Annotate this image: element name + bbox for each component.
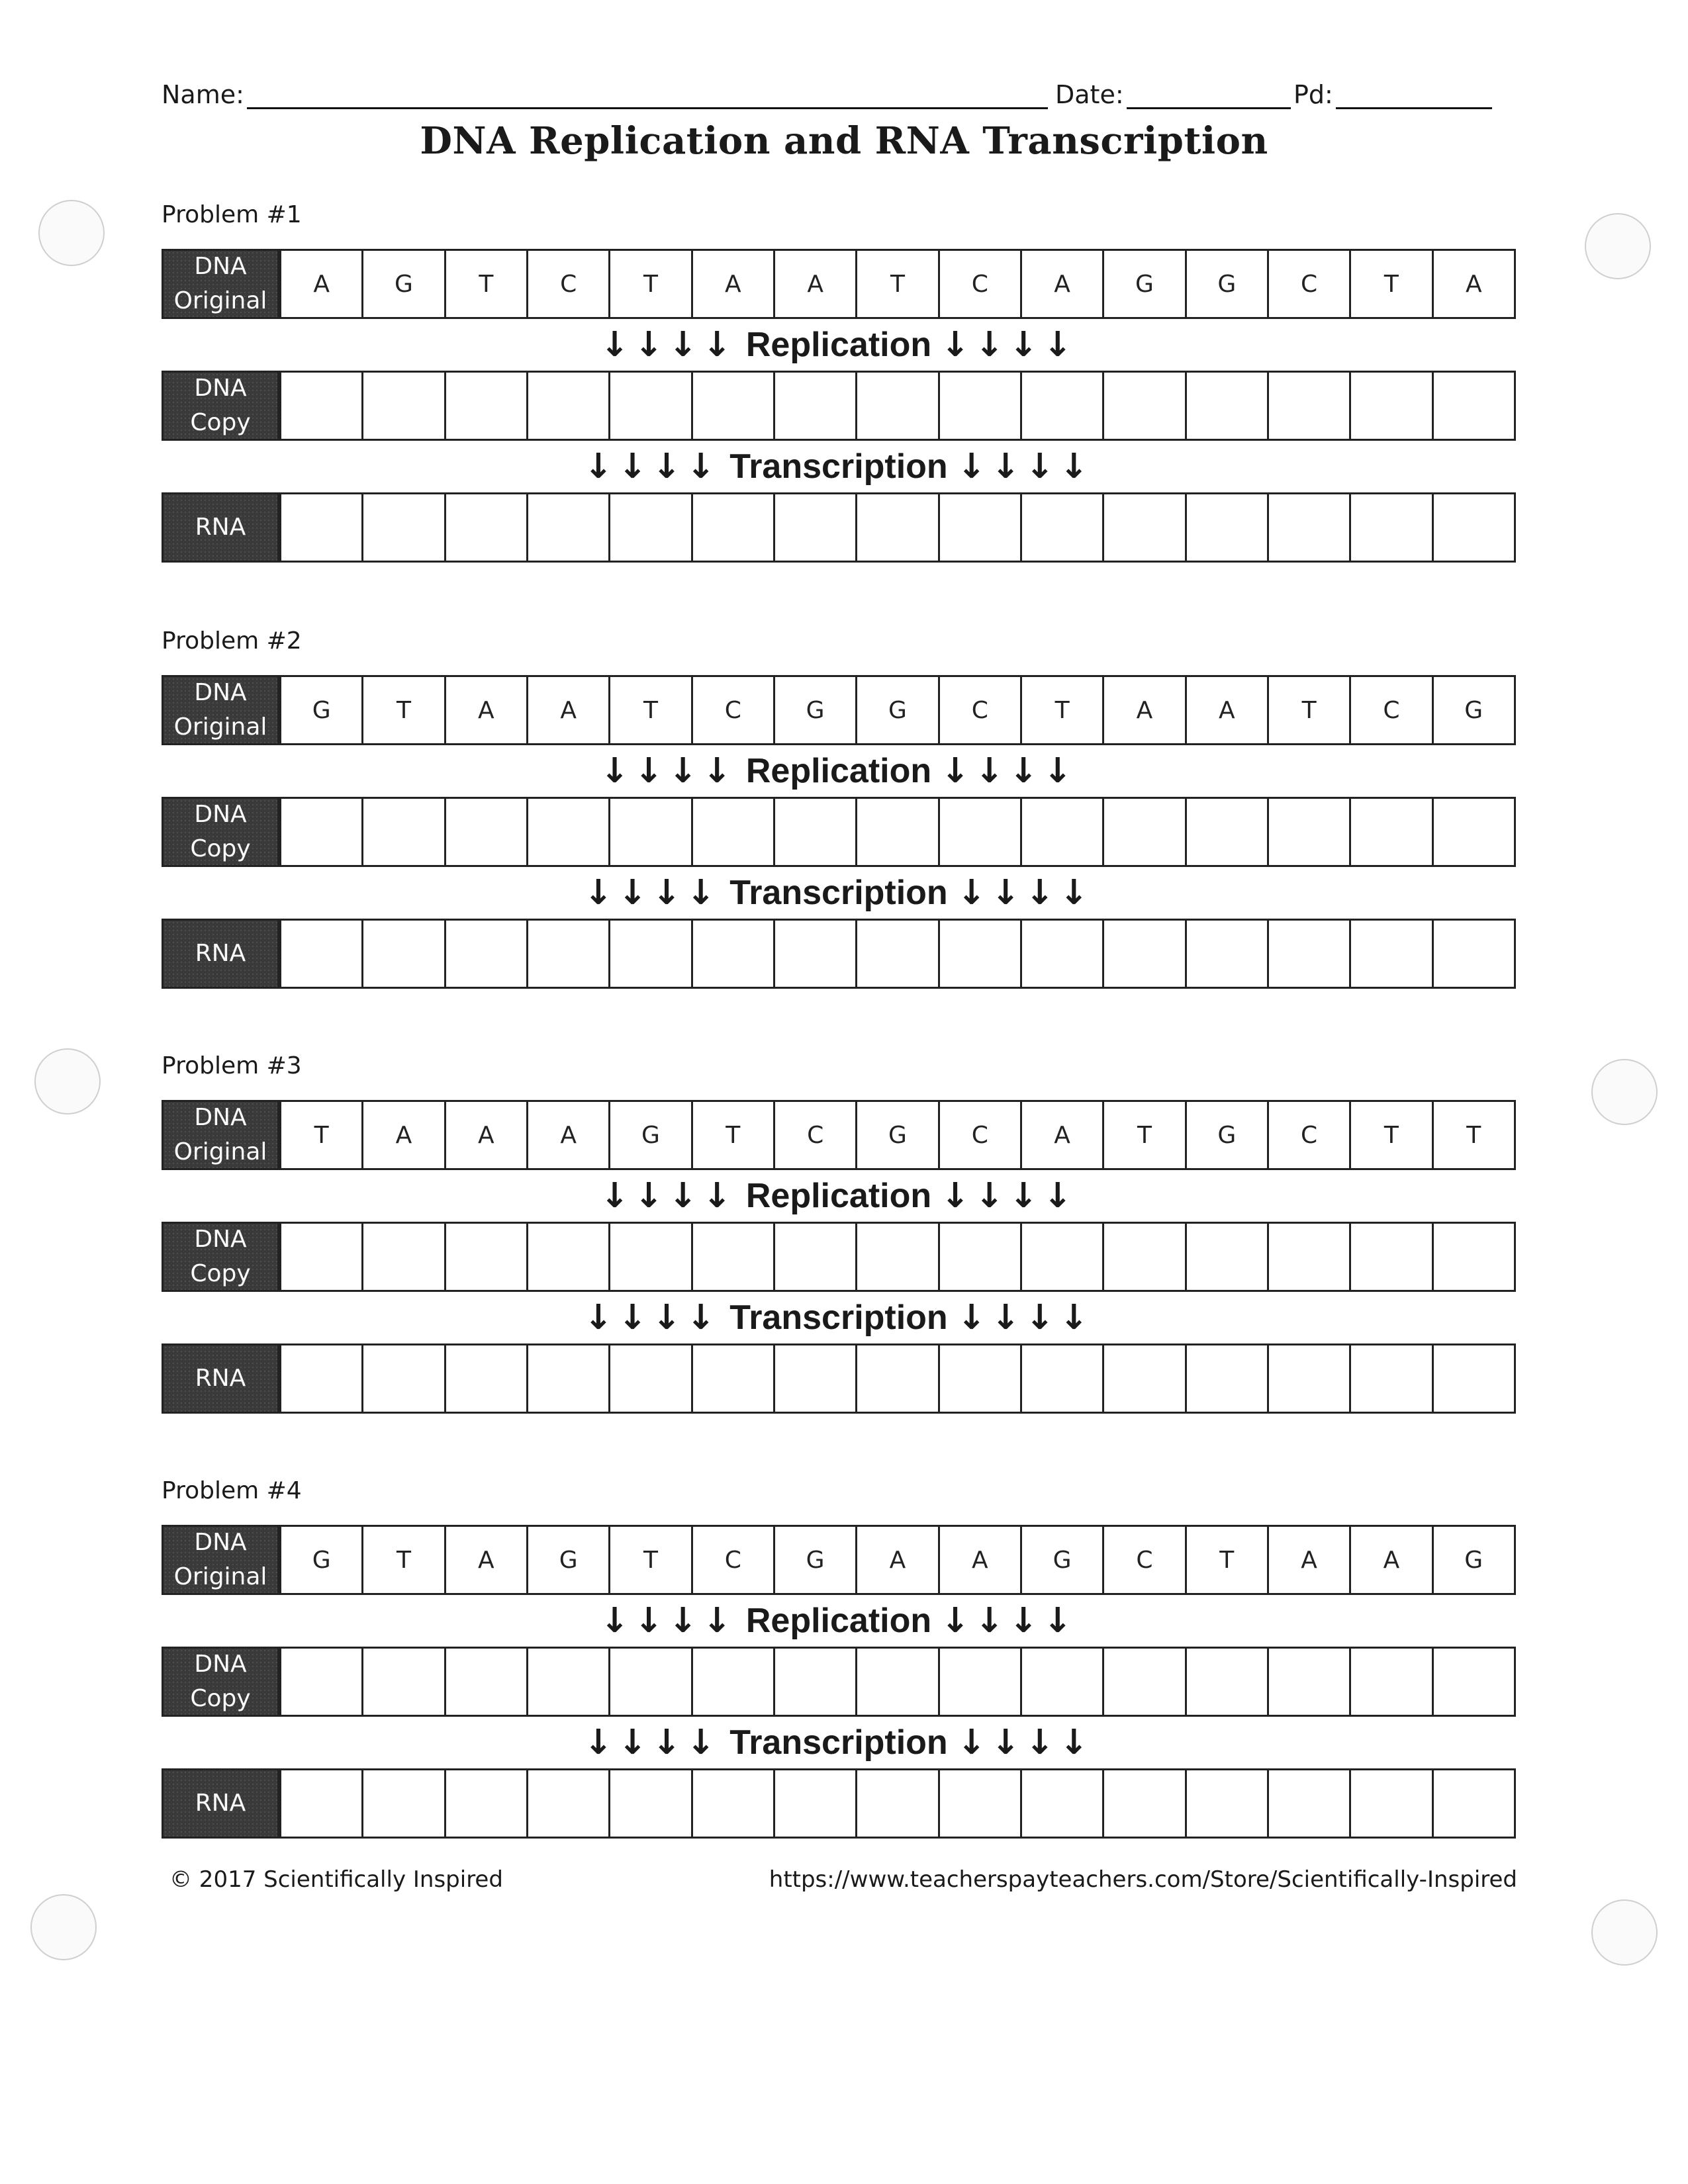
answer-cell[interactable] <box>1102 1649 1184 1715</box>
problem-label: Problem #1 <box>162 201 302 228</box>
down-arrows-icon: ↓↓↓↓ <box>600 1601 737 1641</box>
base-cell: C <box>1267 1102 1349 1168</box>
answer-cell[interactable] <box>1020 921 1102 987</box>
answer-cell[interactable] <box>526 921 608 987</box>
dna-copy-label <box>162 1647 279 1717</box>
answer-cell[interactable] <box>608 373 690 439</box>
base-cell: A <box>855 1527 937 1593</box>
answer-cell[interactable] <box>1020 373 1102 439</box>
answer-cell[interactable] <box>1020 1770 1102 1837</box>
rna-label <box>162 919 279 989</box>
base-cell: C <box>773 1102 855 1168</box>
answer-cell[interactable] <box>1432 1770 1514 1837</box>
dna-original-row <box>162 249 1516 319</box>
answer-cell[interactable] <box>1267 1770 1349 1837</box>
rna-cells <box>279 1768 1516 1839</box>
answer-cell[interactable] <box>1020 1649 1102 1715</box>
answer-cell[interactable] <box>938 494 1020 561</box>
answer-cell[interactable] <box>1020 799 1102 865</box>
base-cell: C <box>938 1102 1020 1168</box>
binder-hole <box>1591 1059 1658 1125</box>
base-cell: A <box>773 251 855 317</box>
base-cell: C <box>1102 1527 1184 1593</box>
answer-cell[interactable] <box>1349 1649 1431 1715</box>
answer-cell[interactable] <box>773 1770 855 1837</box>
rna-label-text: RNA <box>195 514 246 541</box>
date-field[interactable] <box>1055 78 1291 109</box>
dna-copy-label-text: Copy <box>190 1260 251 1287</box>
answer-cell[interactable] <box>1102 494 1184 561</box>
answer-cell[interactable] <box>279 799 361 865</box>
answer-cell[interactable] <box>691 1649 773 1715</box>
answer-cell[interactable] <box>855 799 937 865</box>
dna-original-row <box>162 1525 1516 1595</box>
dna-original-label-text: DNA <box>194 1104 247 1131</box>
base-cell: A <box>938 1527 1020 1593</box>
answer-cell[interactable] <box>773 799 855 865</box>
answer-cell[interactable] <box>444 1224 526 1290</box>
base-cell: G <box>1432 677 1514 743</box>
base-cell: G <box>1020 1527 1102 1593</box>
base-cell: A <box>444 1102 526 1168</box>
down-arrows-icon: ↓↓↓↓ <box>957 1298 1094 1338</box>
base-cell: T <box>361 1527 444 1593</box>
dna-copy-row <box>162 1647 1516 1717</box>
base-cell: C <box>691 677 773 743</box>
replication-label: Replication <box>745 326 932 364</box>
base-cell: C <box>526 251 608 317</box>
answer-cell[interactable] <box>608 1770 690 1837</box>
name-label: Name: <box>162 80 244 109</box>
answer-cell[interactable] <box>608 1649 690 1715</box>
name-field[interactable] <box>162 78 1048 109</box>
answer-cell[interactable] <box>773 921 855 987</box>
answer-cell[interactable] <box>526 1345 608 1412</box>
name-blank[interactable] <box>247 78 1048 109</box>
answer-cell[interactable] <box>1185 494 1267 561</box>
answer-cell[interactable] <box>444 1345 526 1412</box>
answer-cell[interactable] <box>1185 1224 1267 1290</box>
answer-cell[interactable] <box>361 799 444 865</box>
answer-cell[interactable] <box>1432 921 1514 987</box>
answer-cell[interactable] <box>773 373 855 439</box>
transcription-arrow-line <box>162 1717 1516 1768</box>
problem-block <box>162 1475 1516 1839</box>
dna-copy-cells <box>279 1222 1516 1292</box>
base-cell: G <box>279 677 361 743</box>
answer-cell[interactable] <box>608 494 690 561</box>
rna-cells <box>279 919 1516 989</box>
answer-cell[interactable] <box>1185 799 1267 865</box>
answer-cell[interactable] <box>938 1649 1020 1715</box>
binder-hole <box>30 1894 97 1960</box>
replication-label: Replication <box>745 1177 932 1215</box>
answer-cell[interactable] <box>526 494 608 561</box>
dna-copy-row <box>162 371 1516 441</box>
answer-cell[interactable] <box>361 494 444 561</box>
transcription-label: Transcription <box>729 1298 948 1337</box>
transcription-label: Transcription <box>729 874 948 912</box>
dna-copy-cells <box>279 371 1516 441</box>
transcription-arrow-line <box>162 867 1516 919</box>
store-url: https://www.teacherspayteachers.com/Store/Scientifically-Inspired <box>769 1866 1517 1893</box>
answer-cell[interactable] <box>1102 799 1184 865</box>
answer-cell[interactable] <box>691 799 773 865</box>
base-cell: T <box>608 1527 690 1593</box>
answer-cell[interactable] <box>1102 1224 1184 1290</box>
transcription-label: Transcription <box>729 1723 948 1762</box>
base-cell: C <box>1349 677 1431 743</box>
dna-copy-cells <box>279 797 1516 867</box>
binder-hole <box>1591 1899 1658 1966</box>
base-cell: T <box>855 251 937 317</box>
pd-blank[interactable] <box>1336 78 1492 109</box>
base-cell: T <box>444 251 526 317</box>
answer-cell[interactable] <box>1102 1770 1184 1837</box>
base-cell: A <box>279 251 361 317</box>
base-cell: A <box>444 677 526 743</box>
answer-cell[interactable] <box>855 1649 937 1715</box>
rna-row <box>162 1768 1516 1839</box>
rna-label <box>162 1343 279 1414</box>
copyright-text: © 2017 Scientifically Inspired <box>169 1866 503 1893</box>
down-arrows-icon: ↓↓↓↓ <box>584 873 721 913</box>
binder-hole <box>38 200 105 266</box>
base-cell: G <box>855 1102 937 1168</box>
answer-cell[interactable] <box>1432 494 1514 561</box>
replication-arrow-line <box>162 1595 1516 1647</box>
problem-block <box>162 1050 1516 1414</box>
base-cell: G <box>361 251 444 317</box>
dna-copy-label-text: DNA <box>194 1651 247 1678</box>
answer-cell[interactable] <box>691 921 773 987</box>
base-cell: T <box>1349 1102 1431 1168</box>
rna-label <box>162 1768 279 1839</box>
answer-cell[interactable] <box>361 1224 444 1290</box>
worksheet-title: DNA Replication and RNA Transcription <box>420 119 1268 163</box>
answer-cell[interactable] <box>608 921 690 987</box>
answer-cell[interactable] <box>773 1224 855 1290</box>
dna-original-label-text: DNA <box>194 679 247 706</box>
answer-cell[interactable] <box>1185 921 1267 987</box>
dna-copy-row <box>162 1222 1516 1292</box>
down-arrows-icon: ↓↓↓↓ <box>600 325 737 365</box>
problem-label: Problem #3 <box>162 1052 302 1079</box>
answer-cell[interactable] <box>444 799 526 865</box>
answer-cell[interactable] <box>1349 373 1431 439</box>
answer-cell[interactable] <box>1267 494 1349 561</box>
base-cell: A <box>526 677 608 743</box>
problem-block <box>162 199 1516 563</box>
answer-cell[interactable] <box>526 373 608 439</box>
base-cell: A <box>526 1102 608 1168</box>
base-cell: T <box>1102 1102 1184 1168</box>
answer-cell[interactable] <box>279 1224 361 1290</box>
base-cell: G <box>1432 1527 1514 1593</box>
base-cell: A <box>361 1102 444 1168</box>
answer-cell[interactable] <box>361 921 444 987</box>
answer-cell[interactable] <box>608 1345 690 1412</box>
base-cell: A <box>1432 251 1514 317</box>
dna-copy-label-text: Copy <box>190 1685 251 1712</box>
answer-cell[interactable] <box>855 373 937 439</box>
base-cell: C <box>938 251 1020 317</box>
answer-cell[interactable] <box>1349 1770 1431 1837</box>
rna-label-text: RNA <box>195 940 246 967</box>
base-cell: C <box>691 1527 773 1593</box>
answer-cell[interactable] <box>1185 373 1267 439</box>
dna-original-row <box>162 675 1516 745</box>
down-arrows-icon: ↓↓↓↓ <box>957 873 1094 913</box>
answer-cell[interactable] <box>1020 494 1102 561</box>
base-cell: T <box>1432 1102 1514 1168</box>
down-arrows-icon: ↓↓↓↓ <box>957 447 1094 486</box>
down-arrows-icon: ↓↓↓↓ <box>584 447 721 486</box>
answer-cell[interactable] <box>1267 1224 1349 1290</box>
answer-cell[interactable] <box>691 373 773 439</box>
answer-cell[interactable] <box>855 1224 937 1290</box>
dna-original-cells <box>279 1525 1516 1595</box>
answer-cell[interactable] <box>773 494 855 561</box>
base-cell: A <box>1102 677 1184 743</box>
base-cell: G <box>855 677 937 743</box>
base-cell: A <box>1267 1527 1349 1593</box>
problem-label: Problem #2 <box>162 627 302 655</box>
replication-label: Replication <box>745 752 932 790</box>
pd-label: Pd: <box>1293 80 1333 109</box>
down-arrows-icon: ↓↓↓↓ <box>941 1601 1078 1641</box>
transcription-label: Transcription <box>729 447 948 486</box>
answer-cell[interactable] <box>1432 799 1514 865</box>
replication-label: Replication <box>745 1602 932 1640</box>
rna-row <box>162 1343 1516 1414</box>
dna-original-label <box>162 249 279 319</box>
base-cell: A <box>444 1527 526 1593</box>
dna-original-label <box>162 1100 279 1170</box>
rna-row <box>162 919 1516 989</box>
date-blank[interactable] <box>1127 78 1291 109</box>
answer-cell[interactable] <box>526 1224 608 1290</box>
rna-label-text: RNA <box>195 1790 246 1817</box>
answer-cell[interactable] <box>1432 373 1514 439</box>
answer-cell[interactable] <box>938 921 1020 987</box>
answer-cell[interactable] <box>773 1649 855 1715</box>
answer-cell[interactable] <box>938 1224 1020 1290</box>
base-cell: G <box>279 1527 361 1593</box>
transcription-arrow-line <box>162 1292 1516 1343</box>
dna-copy-cells <box>279 1647 1516 1717</box>
transcription-arrow-line <box>162 441 1516 492</box>
base-cell: G <box>1185 251 1267 317</box>
problem-label: Problem #4 <box>162 1477 302 1504</box>
down-arrows-icon: ↓↓↓↓ <box>600 1176 737 1216</box>
base-cell: G <box>526 1527 608 1593</box>
answer-cell[interactable] <box>608 1224 690 1290</box>
base-cell: T <box>608 677 690 743</box>
answer-cell[interactable] <box>855 1345 937 1412</box>
answer-cell[interactable] <box>361 1649 444 1715</box>
base-cell: A <box>1020 251 1102 317</box>
answer-cell[interactable] <box>279 921 361 987</box>
base-cell: A <box>1185 677 1267 743</box>
answer-cell[interactable] <box>855 921 937 987</box>
answer-cell[interactable] <box>526 1770 608 1837</box>
binder-hole <box>34 1048 101 1115</box>
answer-cell[interactable] <box>1102 921 1184 987</box>
answer-cell[interactable] <box>1102 1345 1184 1412</box>
dna-copy-label-text: DNA <box>194 375 247 402</box>
base-cell: T <box>1349 251 1431 317</box>
answer-cell[interactable] <box>1185 1770 1267 1837</box>
base-cell: G <box>1102 251 1184 317</box>
dna-copy-row <box>162 797 1516 867</box>
answer-cell[interactable] <box>938 1770 1020 1837</box>
answer-cell[interactable] <box>1267 373 1349 439</box>
rna-cells <box>279 1343 1516 1414</box>
answer-cell[interactable] <box>526 1649 608 1715</box>
answer-cell[interactable] <box>1432 1649 1514 1715</box>
dna-original-cells <box>279 249 1516 319</box>
answer-cell[interactable] <box>1349 1345 1431 1412</box>
dna-original-label-text: Original <box>173 287 267 314</box>
base-cell: T <box>1020 677 1102 743</box>
rna-label-text: RNA <box>195 1365 246 1392</box>
answer-cell[interactable] <box>279 1345 361 1412</box>
answer-cell[interactable] <box>608 799 690 865</box>
answer-cell[interactable] <box>361 1770 444 1837</box>
base-cell: G <box>608 1102 690 1168</box>
base-cell: T <box>691 1102 773 1168</box>
dna-original-cells <box>279 1100 1516 1170</box>
answer-cell[interactable] <box>1267 799 1349 865</box>
answer-cell[interactable] <box>444 373 526 439</box>
base-cell: G <box>773 677 855 743</box>
base-cell: G <box>773 1527 855 1593</box>
dna-original-label-text: Original <box>173 1563 267 1590</box>
answer-cell[interactable] <box>1102 373 1184 439</box>
answer-cell[interactable] <box>855 494 937 561</box>
base-cell: T <box>608 251 690 317</box>
answer-cell[interactable] <box>938 1345 1020 1412</box>
answer-cell[interactable] <box>279 1770 361 1837</box>
answer-cell[interactable] <box>691 1224 773 1290</box>
answer-cell[interactable] <box>855 1770 937 1837</box>
base-cell: A <box>1349 1527 1431 1593</box>
dna-copy-label-text: DNA <box>194 1226 247 1253</box>
answer-cell[interactable] <box>279 373 361 439</box>
dna-original-label-text: Original <box>173 1138 267 1165</box>
dna-original-label-text: DNA <box>194 1529 247 1556</box>
rna-row <box>162 492 1516 563</box>
answer-cell[interactable] <box>444 921 526 987</box>
answer-cell[interactable] <box>1349 1224 1431 1290</box>
dna-copy-label <box>162 1222 279 1292</box>
answer-cell[interactable] <box>691 494 773 561</box>
problem-block <box>162 625 1516 989</box>
dna-original-label-text: DNA <box>194 253 247 280</box>
answer-cell[interactable] <box>691 1770 773 1837</box>
answer-cell[interactable] <box>1349 494 1431 561</box>
answer-cell[interactable] <box>1267 921 1349 987</box>
dna-original-cells <box>279 675 1516 745</box>
answer-cell[interactable] <box>279 494 361 561</box>
down-arrows-icon: ↓↓↓↓ <box>941 1176 1078 1216</box>
base-cell: G <box>1185 1102 1267 1168</box>
binder-hole <box>1585 213 1651 279</box>
answer-cell[interactable] <box>361 373 444 439</box>
down-arrows-icon: ↓↓↓↓ <box>584 1723 721 1762</box>
dna-original-label <box>162 675 279 745</box>
dna-original-label-text: Original <box>173 713 267 741</box>
answer-cell[interactable] <box>1432 1224 1514 1290</box>
base-cell: C <box>938 677 1020 743</box>
answer-cell[interactable] <box>691 1345 773 1412</box>
answer-cell[interactable] <box>773 1345 855 1412</box>
answer-cell[interactable] <box>444 494 526 561</box>
base-cell: T <box>361 677 444 743</box>
answer-cell[interactable] <box>1267 1649 1349 1715</box>
answer-cell[interactable] <box>1185 1345 1267 1412</box>
rna-label <box>162 492 279 563</box>
down-arrows-icon: ↓↓↓↓ <box>941 325 1078 365</box>
answer-cell[interactable] <box>1020 1224 1102 1290</box>
dna-copy-label-text: DNA <box>194 801 247 828</box>
answer-cell[interactable] <box>444 1649 526 1715</box>
base-cell: T <box>1185 1527 1267 1593</box>
dna-original-label <box>162 1525 279 1595</box>
answer-cell[interactable] <box>279 1649 361 1715</box>
down-arrows-icon: ↓↓↓↓ <box>941 751 1078 791</box>
answer-cell[interactable] <box>1185 1649 1267 1715</box>
answer-cell[interactable] <box>1349 921 1431 987</box>
answer-cell[interactable] <box>444 1770 526 1837</box>
down-arrows-icon: ↓↓↓↓ <box>584 1298 721 1338</box>
pd-field[interactable] <box>1293 78 1492 109</box>
answer-cell[interactable] <box>938 799 1020 865</box>
answer-cell[interactable] <box>1020 1345 1102 1412</box>
date-label: Date: <box>1055 80 1124 109</box>
replication-arrow-line <box>162 319 1516 371</box>
base-cell: A <box>1020 1102 1102 1168</box>
answer-cell[interactable] <box>938 373 1020 439</box>
rna-cells <box>279 492 1516 563</box>
replication-arrow-line <box>162 745 1516 797</box>
base-cell: T <box>1267 677 1349 743</box>
base-cell: T <box>279 1102 361 1168</box>
answer-cell[interactable] <box>1432 1345 1514 1412</box>
dna-copy-label <box>162 797 279 867</box>
base-cell: A <box>691 251 773 317</box>
dna-original-row <box>162 1100 1516 1170</box>
dna-copy-label-text: Copy <box>190 409 251 436</box>
answer-cell[interactable] <box>1349 799 1431 865</box>
answer-cell[interactable] <box>526 799 608 865</box>
dna-copy-label <box>162 371 279 441</box>
answer-cell[interactable] <box>361 1345 444 1412</box>
answer-cell[interactable] <box>1267 1345 1349 1412</box>
down-arrows-icon: ↓↓↓↓ <box>600 751 737 791</box>
dna-copy-label-text: Copy <box>190 835 251 862</box>
down-arrows-icon: ↓↓↓↓ <box>957 1723 1094 1762</box>
replication-arrow-line <box>162 1170 1516 1222</box>
base-cell: C <box>1267 251 1349 317</box>
